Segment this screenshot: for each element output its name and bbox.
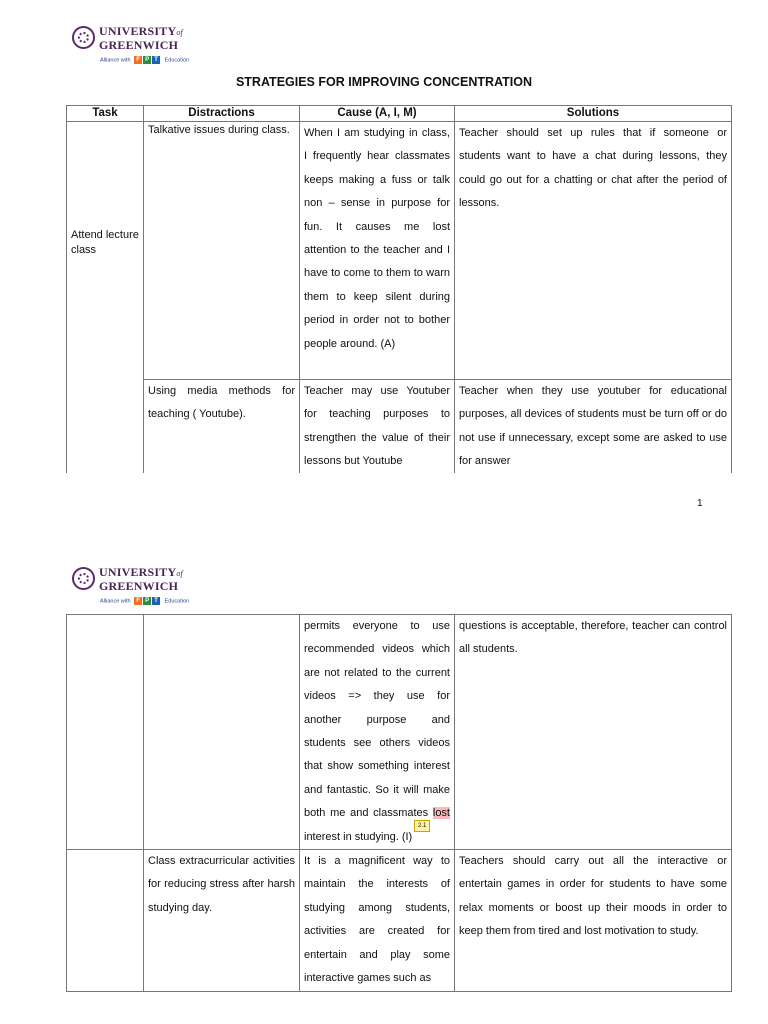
table-row — [67, 615, 732, 850]
task-cell: Attend lecture class — [67, 122, 144, 474]
header-cause: Cause (A, I, M) — [300, 106, 455, 122]
distraction-cell: Using media methods for teaching ( Youtube). — [144, 380, 300, 474]
cause-cell: permits everyone to use recommended videos which are not related to the current videos => they use for another purpose and students see others videos that show something interest and fantastic. So it will make both me and classmates lost interest in studying. (I)2.1 — [300, 615, 455, 850]
fpt-logo-icon: F P T — [134, 56, 161, 64]
solution-cell: Teachers should carry out all the interactive or entertain games in order for students to have some relax moments or boost up their moods in order to keep them from tired and lost motivation to study. — [455, 850, 732, 991]
header-task: Task — [67, 106, 144, 122]
cause-cell: When I am studying in class, I frequently hear classmates keeps making a fuss or talk non – sense in purpose for fun. It causes me lost attention to the teacher and I have to come to them to warn them to keep silent during period in order not to bother people around. (A) — [300, 122, 455, 380]
alliance-tagline: Alliance with F P T Education — [100, 57, 190, 64]
distraction-cell: Talkative issues during class. — [144, 122, 300, 380]
task-cell — [67, 850, 144, 991]
header-solutions: Solutions — [455, 106, 732, 122]
table-row — [67, 850, 732, 991]
highlighted-word: lost — [432, 807, 450, 820]
cause-cell: Teacher may use Youtuber for teaching purposes to strengthen the value of their lessons but Youtube — [300, 380, 455, 474]
fpt-logo-icon: F P T — [134, 597, 161, 605]
cause-cell: It is a magnificent way to maintain the interests of studying among students, activities are created for entertain and play some interactive games such as — [300, 850, 455, 991]
document-title: STRATEGIES FOR IMPROVING CONCENTRATION — [235, 75, 533, 89]
solution-cell: Teacher when they use youtuber for educational purposes, all devices of students must be turn off or do not use if unnecessary, except some are asked to use for answer — [455, 380, 732, 474]
strategies-table-continued — [66, 614, 732, 992]
university-name: UNIVERSITYof GREENWICH — [99, 565, 183, 593]
university-name: UNIVERSITYof GREENWICH — [99, 24, 183, 52]
page-number: 1 — [697, 498, 703, 509]
header-distractions: Distractions — [144, 106, 300, 122]
alliance-tagline: Alliance with F P T Education — [100, 598, 190, 605]
distraction-cell — [144, 615, 300, 850]
task-cell — [67, 615, 144, 850]
solution-cell: questions is acceptable, therefore, teacher can control all students. — [455, 615, 732, 850]
solution-cell: Teacher should set up rules that if someone or students want to have a chat during lessons, they could go out for a chatting or chat after the period of lessons. — [455, 122, 732, 380]
comment-icon[interactable]: 2.1 — [414, 820, 430, 832]
distraction-cell: Class extracurricular activities for reducing stress after harsh studying day. — [144, 850, 300, 991]
